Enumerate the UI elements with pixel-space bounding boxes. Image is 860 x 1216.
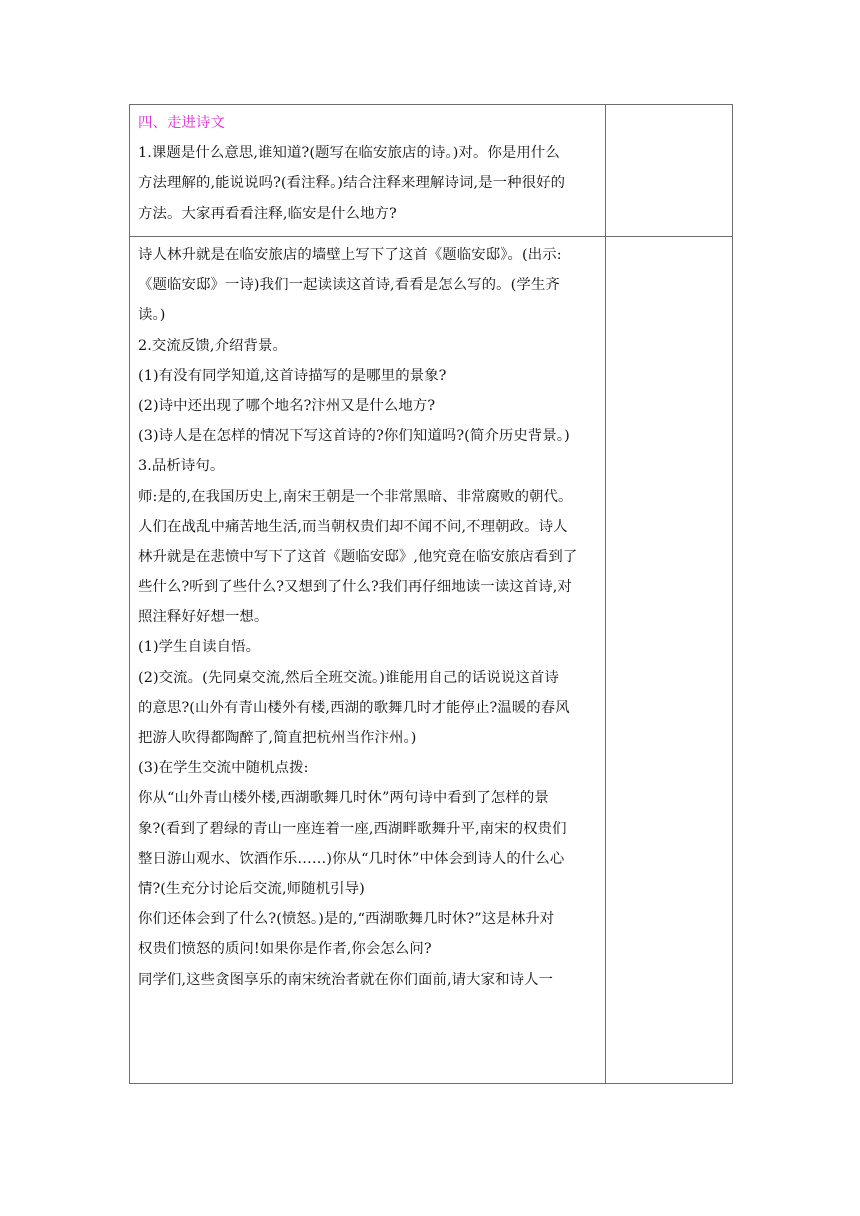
text-line: (3)在学生交流中随机点拨:	[138, 760, 309, 777]
table-row	[130, 105, 733, 237]
text-line: (1)学生自读自悟。	[138, 639, 261, 656]
lesson-plan-table	[129, 104, 733, 1084]
section-heading: 四、走进诗文	[138, 115, 225, 131]
text-line: 照注释好好想一想。	[138, 609, 269, 626]
text-line: 权贵们愤怒的质问!如果你是作者,你会怎么问?	[138, 941, 432, 958]
text-line: 《题临安邸》一诗)我们一起读读这首诗,看看是怎么写的。(学生齐	[138, 277, 560, 294]
text-line: 象?(看到了碧绿的青山一座连着一座,西湖畔歌舞升平,南宋的权贵们	[138, 820, 567, 837]
table-row	[130, 237, 733, 1084]
text-line: 1.课题是什么意思,谁知道?(题写在临安旅店的诗。)对。你是用什么	[138, 145, 560, 162]
content-cell	[130, 105, 606, 237]
text-line: 方法理解的,能说说吗?(看注释。)结合注释来理解诗词,是一种很好的	[138, 175, 566, 192]
text-line: (3)诗人是在怎样的情况下写这首诗的?你们知道吗?(简介历史背景。)	[138, 428, 570, 445]
notes-cell	[606, 105, 733, 237]
text-line: 你从“山外青山楼外楼,西湖歌舞几时休”两句诗中看到了怎样的景	[138, 790, 549, 807]
text-line: 人们在战乱中痛苦地生活,而当朝权贵们却不闻不问,不理朝政。诗人	[138, 518, 568, 535]
text-line: 师:是的,在我国历史上,南宋王朝是一个非常黑暗、非常腐败的朝代。	[138, 488, 573, 505]
text-line: 读。)	[138, 307, 166, 324]
text-line: 你们还体会到了什么?(愤怒。)是的,“西湖歌舞几时休?”这是林升对	[138, 911, 555, 928]
text-line: 情?(生充分讨论后交流,师随机引导)	[138, 880, 365, 897]
section-1-content	[130, 105, 605, 229]
content-cell	[130, 237, 606, 1084]
text-line: 些什么?听到了些什么?又想到了什么?我们再仔细地读一读这首诗,对	[138, 579, 572, 596]
text-line: 林升就是在悲愤中写下了这首《题临安邸》,他究竟在临安旅店看到了	[138, 548, 578, 565]
text-line: 的意思?(山外有青山楼外有楼,西湖的歌舞几时才能停止?温暖的春风	[138, 699, 570, 716]
text-line: 同学们,这些贪图享乐的南宋统治者就在你们面前,请大家和诗人一	[138, 971, 554, 988]
text-line: 方法。大家再看看注释,临安是什么地方?	[138, 205, 397, 222]
section-2-content	[130, 237, 605, 995]
text-line: (1)有没有同学知道,这首诗描写的是哪里的景象?	[138, 367, 447, 384]
text-line: 诗人林升就是在临安旅店的墙壁上写下了这首《题临安邸》。(出示:	[138, 247, 562, 263]
text-line: (2)诗中还出现了哪个地名?汴州又是什么地方?	[138, 397, 436, 414]
text-line: 3.品析诗句。	[138, 458, 225, 475]
text-line: 把游人吹得都陶醉了,简直把杭州当作汴州。)	[138, 730, 417, 746]
text-line: 2.交流反馈,介绍背景。	[138, 337, 288, 354]
text-line: (2)交流。(先同桌交流,然后全班交流。)谁能用自己的话说说这首诗	[138, 669, 559, 686]
text-line: 整日游山观水、饮酒作乐……)你从“几时休”中体会到诗人的什么心	[138, 850, 565, 867]
notes-cell	[606, 237, 733, 1084]
